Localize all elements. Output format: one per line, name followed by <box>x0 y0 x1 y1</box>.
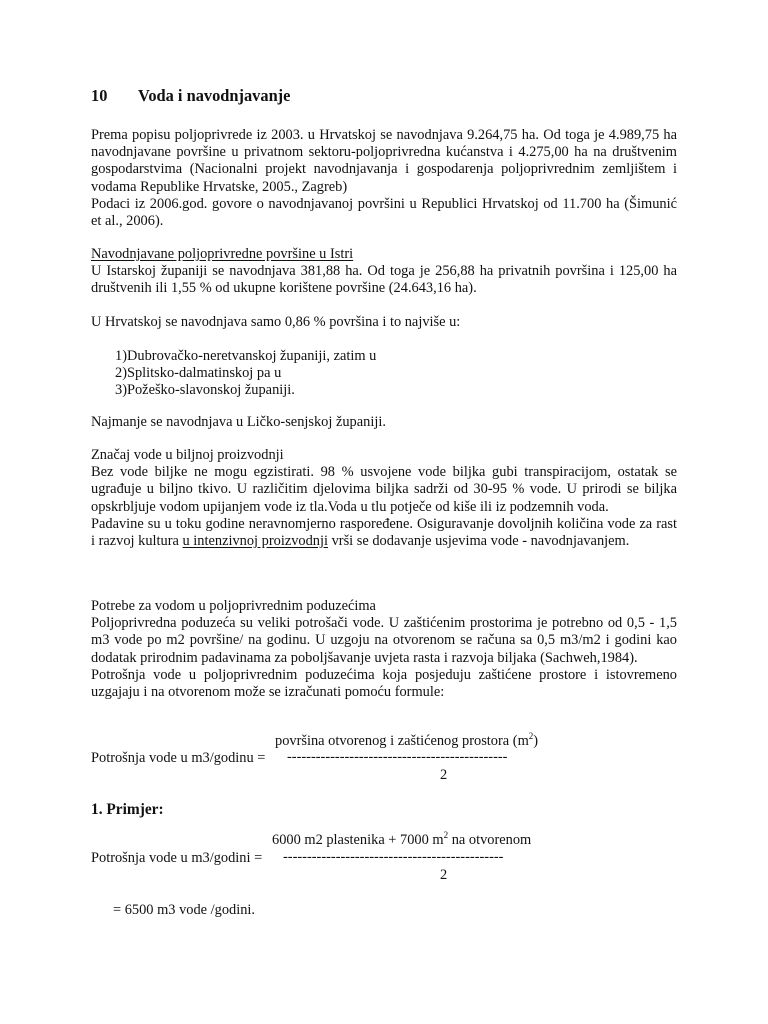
significance-paragraph-2: Padavine su u toku godine neravnomjerno raspoređene. Osiguravanje dovoljnih količina vode za rast i razvoj kultura u intenzivnoj proizvodnji vrši se dodavanje usjevima vode - navodnjavanjem. <box>91 515 677 550</box>
example-numerator: 6000 m2 plastenika + 7000 $m^2$ na otvorenom <box>272 830 532 848</box>
significance-paragraph-1: Bez vode biljke ne mogu egzistirati. 98 % usvojene vode biljka gubi transpiracijom, ostatak se ugrađuje u biljno tkivo. U različitim djelovima biljka sadrži od 30-95 % vode. U prirodi se biljka opskrbljuje vodom upijanjem vode iz tla.Voda u tlu potječe od kiše ili iz podzemnih voda. <box>91 464 677 515</box>
istria-block <box>91 246 677 298</box>
example-result: = 6500 m3 vode /godini. <box>113 902 256 918</box>
istria-heading: Navodnjavane poljoprivredne površine u Istri <box>91 246 354 262</box>
example-denominator: 2 <box>440 867 448 883</box>
formula-numerator: površina otvorenog i zaštićenog prostora $(m^2)$ <box>275 731 539 749</box>
significance-block <box>91 447 677 550</box>
least-irrigated-text: Najmanje se navodnjava u Ličko-senjskoj županiji. <box>91 414 386 430</box>
underlined-phrase: u intenzivnoj proizvodnji <box>182 533 328 550</box>
section-title: Voda i navodnjavanje <box>138 86 291 105</box>
intro-paragraph-2: Podaci iz 2006.god. govore o navodnjavanoj površini u Republici Hrvatskoj od 11.700 ha (Šimunić et al., 2006). <box>91 195 677 230</box>
section-number: 10 <box>91 86 108 105</box>
needs-block <box>91 598 677 701</box>
significance-heading: Značaj vode u biljnoj proizvodnji <box>91 447 284 463</box>
needs-heading: Potrebe za vodom u poljoprivrednim poduzećima <box>91 598 376 614</box>
formula-fraction-rule: ---------------------------------------------- <box>287 749 508 765</box>
list-item: 3)Požeško-slavonskoj županiji. <box>115 382 295 399</box>
county-list <box>115 348 376 400</box>
croatia-lead: U Hrvatskoj se navodnjava samo 0,86 % površina i to najviše u: <box>91 314 461 330</box>
list-item: 2)Splitsko-dalmatinskoj pa u <box>115 365 282 382</box>
formula-denominator: 2 <box>440 767 448 783</box>
example-fraction-rule: ---------------------------------------------- <box>283 849 504 865</box>
needs-paragraph-2: Potrošnja vode u poljoprivrednim poduzećima koja posjeduju zaštićene prostore i istovremeno uzgajaju i na otvorenom može se izračunati pomoću formule: <box>91 666 677 701</box>
example-label: Potrošnja vode u m3/godini = <box>91 850 263 866</box>
needs-paragraph-1: Poljoprivredna poduzeća su veliki potrošači vode. U zaštićenim prostorima je potrebno od 0,5 - 1,5 m3 vode po m2 površine/ na godinu. U uzgoju na otvorenom se računa sa 0,5 m3/m2 i godini kao dodatak prirodnim padavinama za poboljšavanje uvjeta rasta i razvoja biljaka (Sachweh,1984). <box>91 615 677 666</box>
istria-paragraph: U Istarskoj županiji se navodnjava 381,88 ha. Od toga je 256,88 ha privatnih površina i 125,00 ha društvenih ili 1,55 % od ukupne korištene površine (24.643,16 ha). <box>91 263 677 297</box>
intro-paragraph-1: Prema popisu poljoprivrede iz 2003. u Hrvatskoj se navodnjava 9.264,75 ha. Od toga je 4.989,75 ha navodnjavane površine u privatnom sektoru-poljoprivredna kućanstva i 4.275,00 ha na društvenim gospodarstvima (Nacionalni projekt navodnjavanja i gospodarenja poljoprivrednim zemljištem i vodama Republike Hrvatske, 2005., Zagreb) <box>91 127 677 195</box>
example-heading: 1. Primjer: <box>91 801 164 818</box>
list-item: 1)Dubrovačko-neretvanskoj županiji, zatim u <box>115 348 377 364</box>
formula-label: Potrošnja vode u m3/godinu = <box>91 750 266 766</box>
intro-block <box>91 127 677 230</box>
